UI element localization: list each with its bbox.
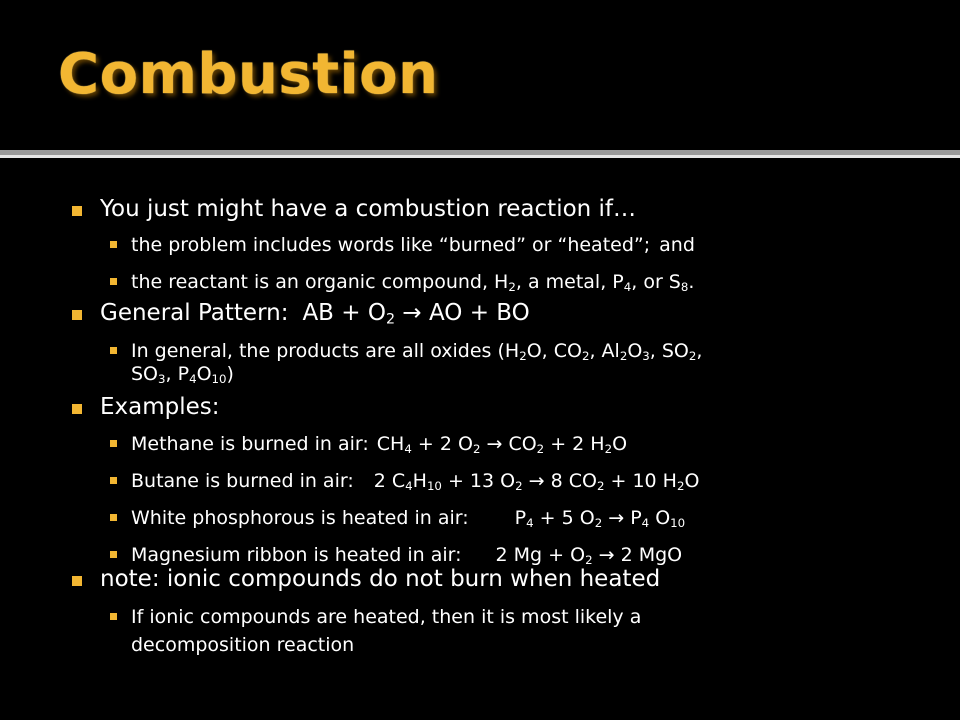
- bullet-marker: [72, 206, 82, 216]
- bullet-marker: [72, 310, 82, 320]
- sub-bullet-marker: [110, 347, 117, 354]
- keywords-text: the problem includes words like “burned” or “heated”;: [131, 234, 651, 256]
- sub-bullet-reactants: the reactant is an organic compound, $H_2$, a metal, $P_4$, or $S_8$.: [131, 271, 695, 294]
- arrow-icon: →: [402, 300, 422, 326]
- arrow-icon: →: [486, 433, 503, 455]
- example-label: Butane is burned in air:: [131, 470, 354, 492]
- arrow-icon: →: [608, 507, 625, 529]
- arrow-icon: →: [598, 544, 615, 566]
- sub-bullet-marker: [110, 278, 117, 285]
- example-butane: [131, 470, 699, 492]
- sub-bullet-oxides-line2: $SO_3$, $P_4O_{10}$): [131, 363, 234, 386]
- sub-bullet-keywords: [131, 234, 695, 256]
- sub-bullet-marker: [110, 440, 117, 447]
- sub-bullet-marker: [110, 477, 117, 484]
- example-equation: $P_4 + 5$ $O_2 \to P_4$ $O_{10}$: [514, 507, 686, 530]
- keywords-and: and: [659, 234, 695, 256]
- sub-bullet-marker: [110, 514, 117, 521]
- sub-bullet-marker: [110, 613, 117, 620]
- slide-title: Combustion: [58, 42, 439, 107]
- bullet-examples: Examples:: [100, 394, 220, 420]
- example-label: Methane is burned in air:: [131, 433, 369, 455]
- example-methane: [131, 433, 627, 455]
- bullet-marker: [72, 576, 82, 586]
- bullet-ionic-note: note: ionic compounds do not burn when heated: [100, 566, 661, 592]
- example-equation: $CH_4 + 2$ $O_2 \to CO_2 + 2$ $H_2O$: [376, 433, 628, 456]
- general-pattern-equation: AB + $O_2$ → AO + BO: [302, 300, 530, 328]
- general-pattern-label: General Pattern:: [100, 300, 289, 326]
- bullet-general-pattern: [100, 300, 530, 326]
- example-equation: 2 $C_4H_{10} + 13$ $O_2 \to 8$ $CO_2 + 10$ $H_2O$: [373, 470, 700, 493]
- example-phosphorous: [131, 507, 685, 529]
- title-bar: [0, 0, 960, 150]
- arrow-icon: →: [528, 470, 545, 492]
- sub-bullet-oxides-line1: In general, the products are all oxides ($H_2O$, $CO_2$, $Al_2O_3$, $SO_2$,: [131, 340, 703, 363]
- example-equation: 2 $Mg + O_2 \to 2$ MgO: [495, 544, 683, 567]
- example-label: Magnesium ribbon is heated in air:: [131, 544, 462, 566]
- example-label: White phosphorous is heated in air:: [131, 507, 469, 529]
- bullet-combustion-intro: You just might have a combustion reaction if…: [100, 196, 637, 222]
- sub-bullet-marker: [110, 551, 117, 558]
- bullet-marker: [72, 404, 82, 414]
- sub-bullet-marker: [110, 241, 117, 248]
- example-magnesium: [131, 544, 682, 566]
- sub-bullet-decomposition-line2: decomposition reaction: [131, 634, 355, 656]
- sub-bullet-decomposition-line1: If ionic compounds are heated, then it is most likely a: [131, 606, 642, 628]
